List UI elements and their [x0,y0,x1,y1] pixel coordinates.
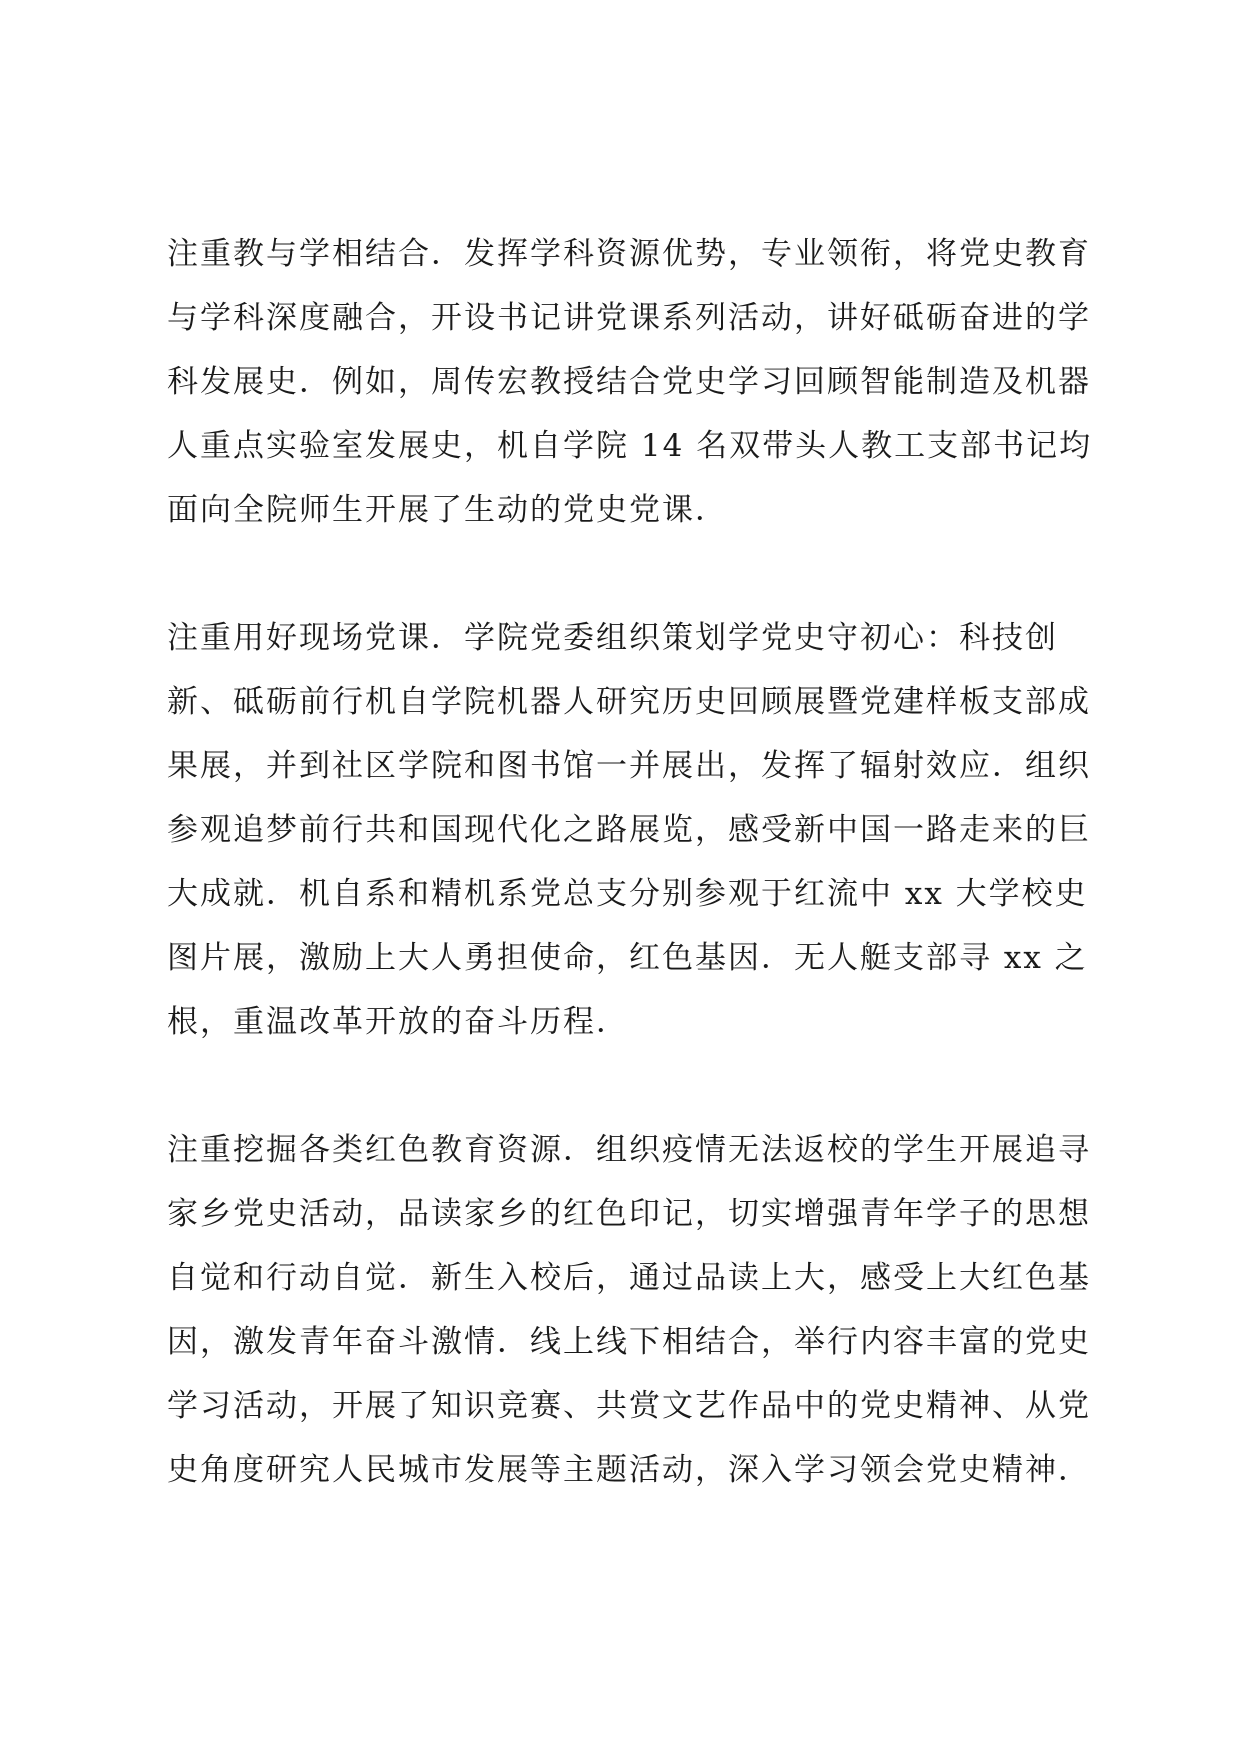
text-line: 新、砥砺前行机自学院机器人研究历史回顾展暨党建样板支部成 [167,684,1091,720]
text-line: 史角度研究人民城市发展等主题活动，深入学习领会党史精神． [167,1452,1091,1488]
text-line: 人重点实验室发展史，机自学院 14 名双带头人教工支部书记均 [167,428,1093,464]
text-line: 面向全院师生开展了生动的党史党课． [167,492,728,528]
text-line: 与学科深度融合，开设书记讲党课系列活动，讲好砥砺奋进的学 [167,300,1091,336]
text-line: 果展，并到社区学院和图书馆一并展出，发挥了辐射效应．组织 [167,748,1091,784]
text-line: 自觉和行动自觉．新生入校后，通过品读上大，感受上大红色基 [167,1260,1091,1296]
paragraph-onsite-party-lesson [167,606,1092,1054]
text-line: 因，激发青年奋斗激情．线上线下相结合，举行内容丰富的党史 [167,1324,1091,1360]
document-body [167,222,1092,1566]
text-line: 根，重温改革开放的奋斗历程． [167,1004,629,1040]
paragraph-teaching-learning [167,222,1092,542]
paragraph-red-education-resources [167,1118,1092,1502]
text-line: 图片展，激励上大人勇担使命，红色基因．无人艇支部寻 xx 之 [167,940,1088,976]
text-line: 大成就．机自系和精机系党总支分别参观于红流中 xx 大学校史 [167,876,1088,912]
text-line: 参观追梦前行共和国现代化之路展览，感受新中国一路走来的巨 [167,812,1091,848]
text-line: 科发展史．例如，周传宏教授结合党史学习回顾智能制造及机器 [167,364,1091,400]
text-line: 注重教与学相结合．发挥学科资源优势，专业领衔，将党史教育 [167,236,1091,272]
text-line: 家乡党史活动，品读家乡的红色印记，切实增强青年学子的思想 [167,1196,1091,1232]
text-line: 注重用好现场党课．学院党委组织策划学党史守初心：科技创 [167,620,1058,656]
text-line: 注重挖掘各类红色教育资源．组织疫情无法返校的学生开展追寻 [167,1132,1091,1168]
text-line: 学习活动，开展了知识竞赛、共赏文艺作品中的党史精神、从党 [167,1388,1091,1424]
